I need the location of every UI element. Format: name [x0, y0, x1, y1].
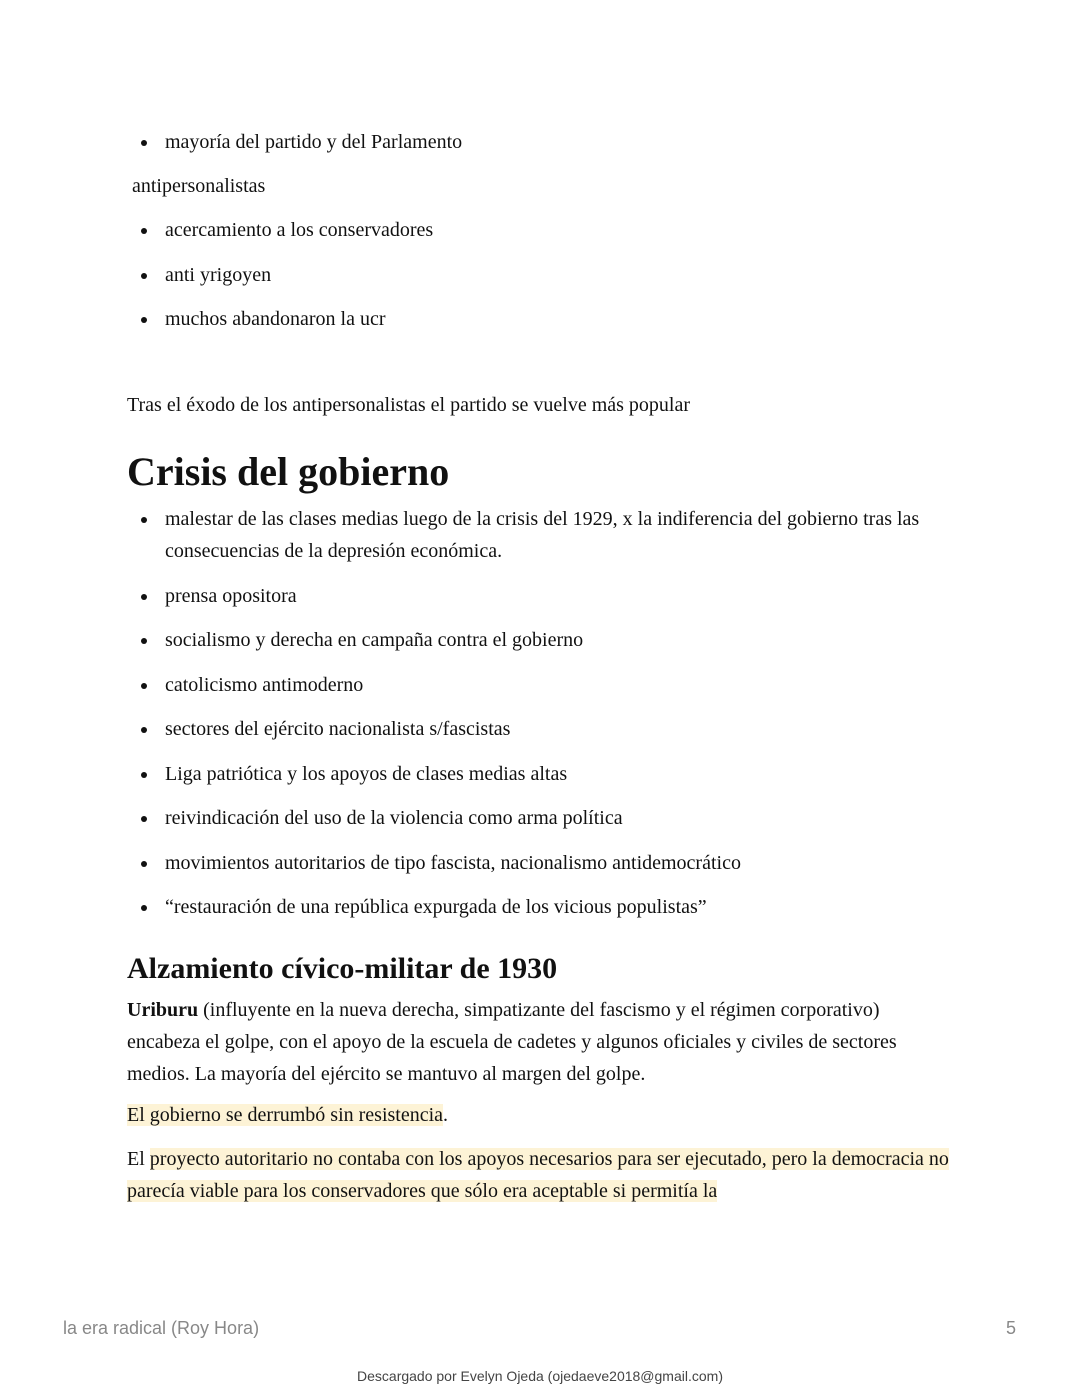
antipersonalistas-label: antipersonalistas — [132, 175, 266, 197]
list-item: acercamiento a los conservadores — [127, 214, 957, 246]
list-item: prensa opositora — [127, 580, 957, 612]
footer-title: la era radical (Roy Hora) — [63, 1318, 260, 1338]
alzamiento-heading: Alzamiento cívico-militar de 1930 — [127, 952, 558, 985]
uriburu-name: Uriburu — [127, 999, 199, 1021]
list-item: sectores del ejército nacionalista s/fascistas — [127, 713, 957, 745]
list-item: catolicismo antimoderno — [127, 669, 957, 701]
crisis-list — [127, 503, 957, 923]
download-note: Descargado por Evelyn Ojeda (ojedaeve2018@gmail.com) — [357, 1368, 723, 1384]
list-item: movimientos autoritarios de tipo fascista, nacionalismo antidemocrático — [127, 847, 957, 879]
list-item: malestar de las clases medias luego de la crisis del 1929, x la indiferencia del gobierno tras las consecuencias de la depresión económica. — [127, 503, 957, 567]
list-item: anti yrigoyen — [127, 259, 957, 291]
highlighted-text: proyecto autoritario no contaba con los apoyos necesarios para ser ejecutado, pero la democracia no parecía viable para los conservadores que sólo era aceptable si permitía la — [127, 1148, 949, 1202]
highlighted-text: El gobierno se derrumbó sin resistencia — [127, 1104, 444, 1126]
list-item: mayoría del partido y del Parlamento — [127, 126, 957, 158]
page-content — [127, 126, 957, 1207]
list-item: reivindicación del uso de la violencia como arma política — [127, 802, 957, 834]
list-item: socialismo y derecha en campaña contra el gobierno — [127, 624, 957, 656]
list-item: Liga patriótica y los apoyos de clases medias altas — [127, 758, 957, 790]
parlamento-list — [127, 126, 957, 158]
uriburu-paragraph — [127, 994, 957, 1090]
crisis-heading: Crisis del gobierno — [127, 449, 450, 494]
list-item: “restauración de una república expurgada de los vicious populistas” — [127, 891, 957, 923]
list-item: muchos abandonaron la ucr — [127, 303, 957, 335]
gobierno-end: . — [443, 1104, 449, 1126]
antipersonalistas-list — [127, 214, 957, 335]
proyecto-prefix: El — [127, 1148, 150, 1170]
page-number: 5 — [1005, 1318, 1016, 1338]
proyecto-paragraph — [127, 1143, 957, 1207]
uriburu-text: (influyente en la nueva derecha, simpatizante del fascismo y el régimen corporativo) encabeza el golpe, con el apoyo de la escuela de cadetes y algunos oficiales y civiles de sectores medios. La mayoría del ejército se mantuvo al margen del golpe. — [127, 999, 897, 1085]
gobierno-paragraph — [127, 1099, 957, 1131]
exodo-paragraph: Tras el éxodo de los antipersonalistas el partido se vuelve más popular — [127, 394, 691, 416]
